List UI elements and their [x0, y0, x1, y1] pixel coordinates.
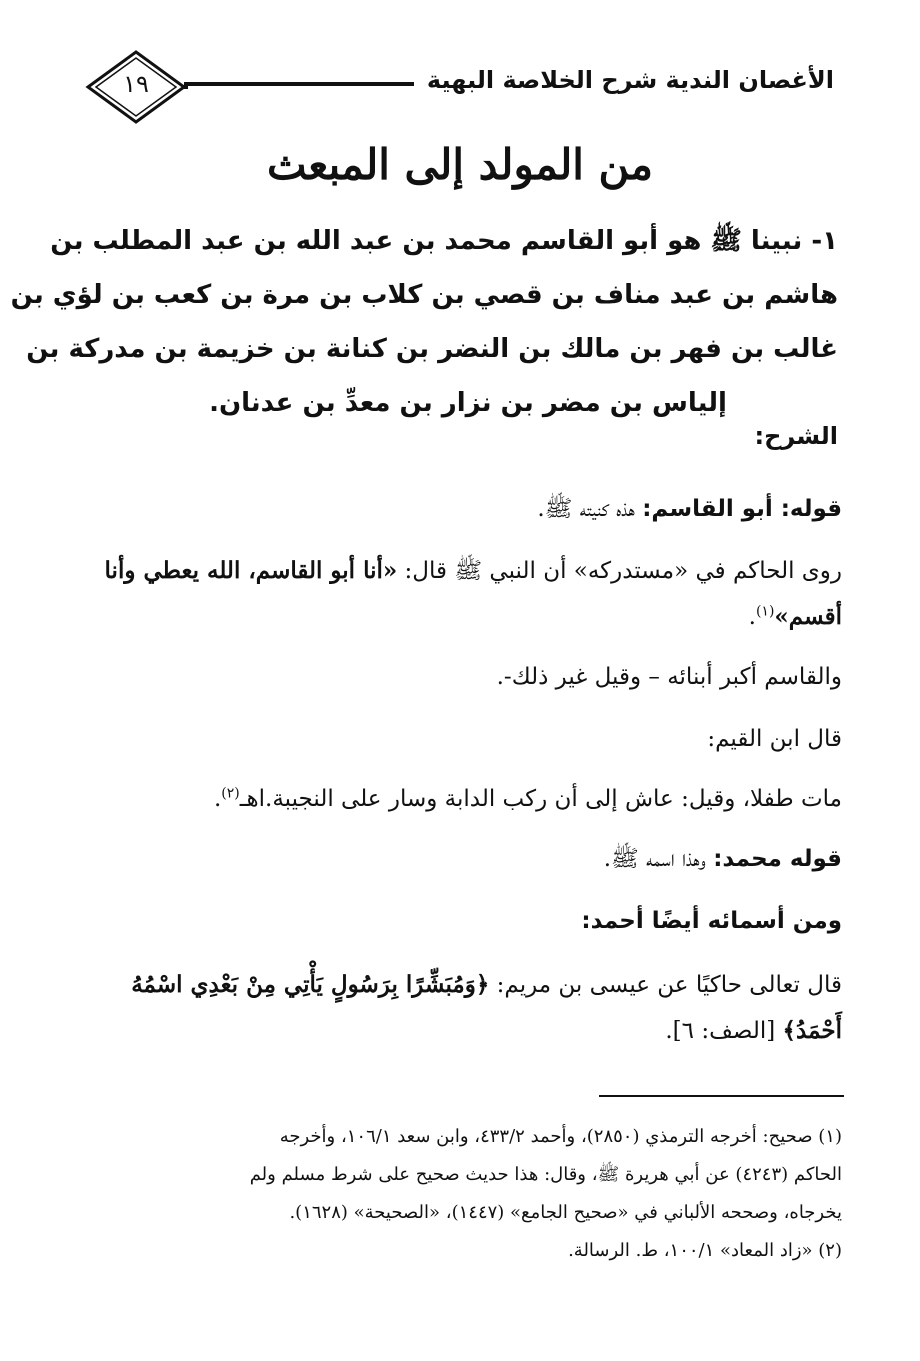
quran-verse: ﴿وَمُبَشِّرًا بِرَسُولٍ يَأْتِي مِنْ بَعْدِي اسْمُهُ أَحْمَدُ﴾	[131, 971, 842, 1044]
paragraph-lead: ومن أسمائه أيضًا أحمد:	[581, 908, 842, 934]
paragraph-text: هذه كنيته ﷺ.	[537, 496, 643, 522]
paragraph-text: روى الحاكم في «مستدركه» أن النبي ﷺ قال:	[397, 558, 842, 584]
running-title: الأغصان الندية شرح الخلاصة البهية	[426, 66, 834, 94]
footnote-line: يخرجاه، وصححه الألباني في «صحيح الجامع» (١٤٤٧)، «الصحيحة» (١٦٢٨).	[289, 1202, 842, 1223]
chapter-title: من المولد إلى المبعث	[266, 140, 654, 189]
paragraph-name-muhammad	[97, 836, 842, 882]
footnotes	[97, 1118, 842, 1270]
paragraph-text: قال ابن القيم:	[707, 726, 842, 752]
page-header	[84, 48, 834, 128]
matn-line: ١- نبينا ﷺ هو أبو القاسم محمد بن عبد الله بن عبد المطلب بن	[50, 226, 838, 256]
footnote-ref: (٢)	[221, 785, 240, 802]
footnote-ref: (١)	[755, 603, 775, 620]
paragraph-ibn-qayyim	[97, 716, 842, 762]
matn-line: إلياس بن مضر بن نزار بن معدِّ بن عدنان.	[209, 388, 727, 418]
paragraph-text: .	[748, 604, 756, 630]
footnote-separator	[599, 1095, 844, 1097]
footnote-line: (١) صحيح: أخرجه الترمذي (٢٨٥٠)، وأحمد ٤٣٣/٢، وابن سعد ١٠٦/١، وأخرجه	[279, 1126, 842, 1147]
footnote-line: الحاكم (٤٢٤٣) عن أبي هريرة ﷺ، وقال: هذا حديث صحيح على شرط مسلم ولم	[249, 1164, 842, 1185]
header-rule	[184, 82, 414, 86]
matn-line: غالب بن فهر بن مالك بن النضر بن كنانة بن خزيمة بن مدركة بن	[26, 334, 838, 364]
matn-line: هاشم بن عبد مناف بن قصي بن كلاب بن مرة بن كعب بن لؤي بن	[10, 280, 838, 310]
footnote-line: (٢) «زاد المعاد» ١٠٠/١، ط. الرسالة.	[568, 1240, 842, 1261]
paragraph-name-ahmad	[97, 898, 842, 944]
paragraph-quran-verse	[97, 962, 842, 1054]
paragraph-text: مات طفلا، وقيل: عاش إلى أن ركب الدابة وسار على النجيبة.اهـ	[239, 786, 842, 812]
page-number-badge	[84, 48, 188, 126]
verse-reference: [الصف: ٦].	[665, 1018, 783, 1044]
paragraph-kunya	[97, 486, 842, 532]
paragraph-lead: قوله: أبو القاسم:	[642, 496, 842, 522]
matn-text	[10, 214, 838, 430]
paragraph-lead: قوله محمد:	[713, 846, 842, 872]
paragraph-died-child	[97, 776, 842, 822]
commentary-heading: الشرح:	[754, 422, 838, 450]
paragraph-text: .	[213, 786, 222, 812]
paragraph-text: والقاسم أكبر أبنائه – وقيل غير ذلك-.	[496, 664, 842, 690]
page-number: ١٩	[123, 70, 149, 98]
paragraph-text: وهذا اسمه ﷺ.	[603, 846, 714, 872]
paragraph-eldest-son	[97, 654, 842, 700]
paragraph-hakim-narration	[97, 548, 842, 640]
paragraph-text: قال تعالى حاكيًا عن عيسى بن مريم:	[489, 972, 842, 998]
hadith-quote: «أنا أبو القاسم، الله يعطي وأنا أقسم»	[104, 557, 842, 630]
